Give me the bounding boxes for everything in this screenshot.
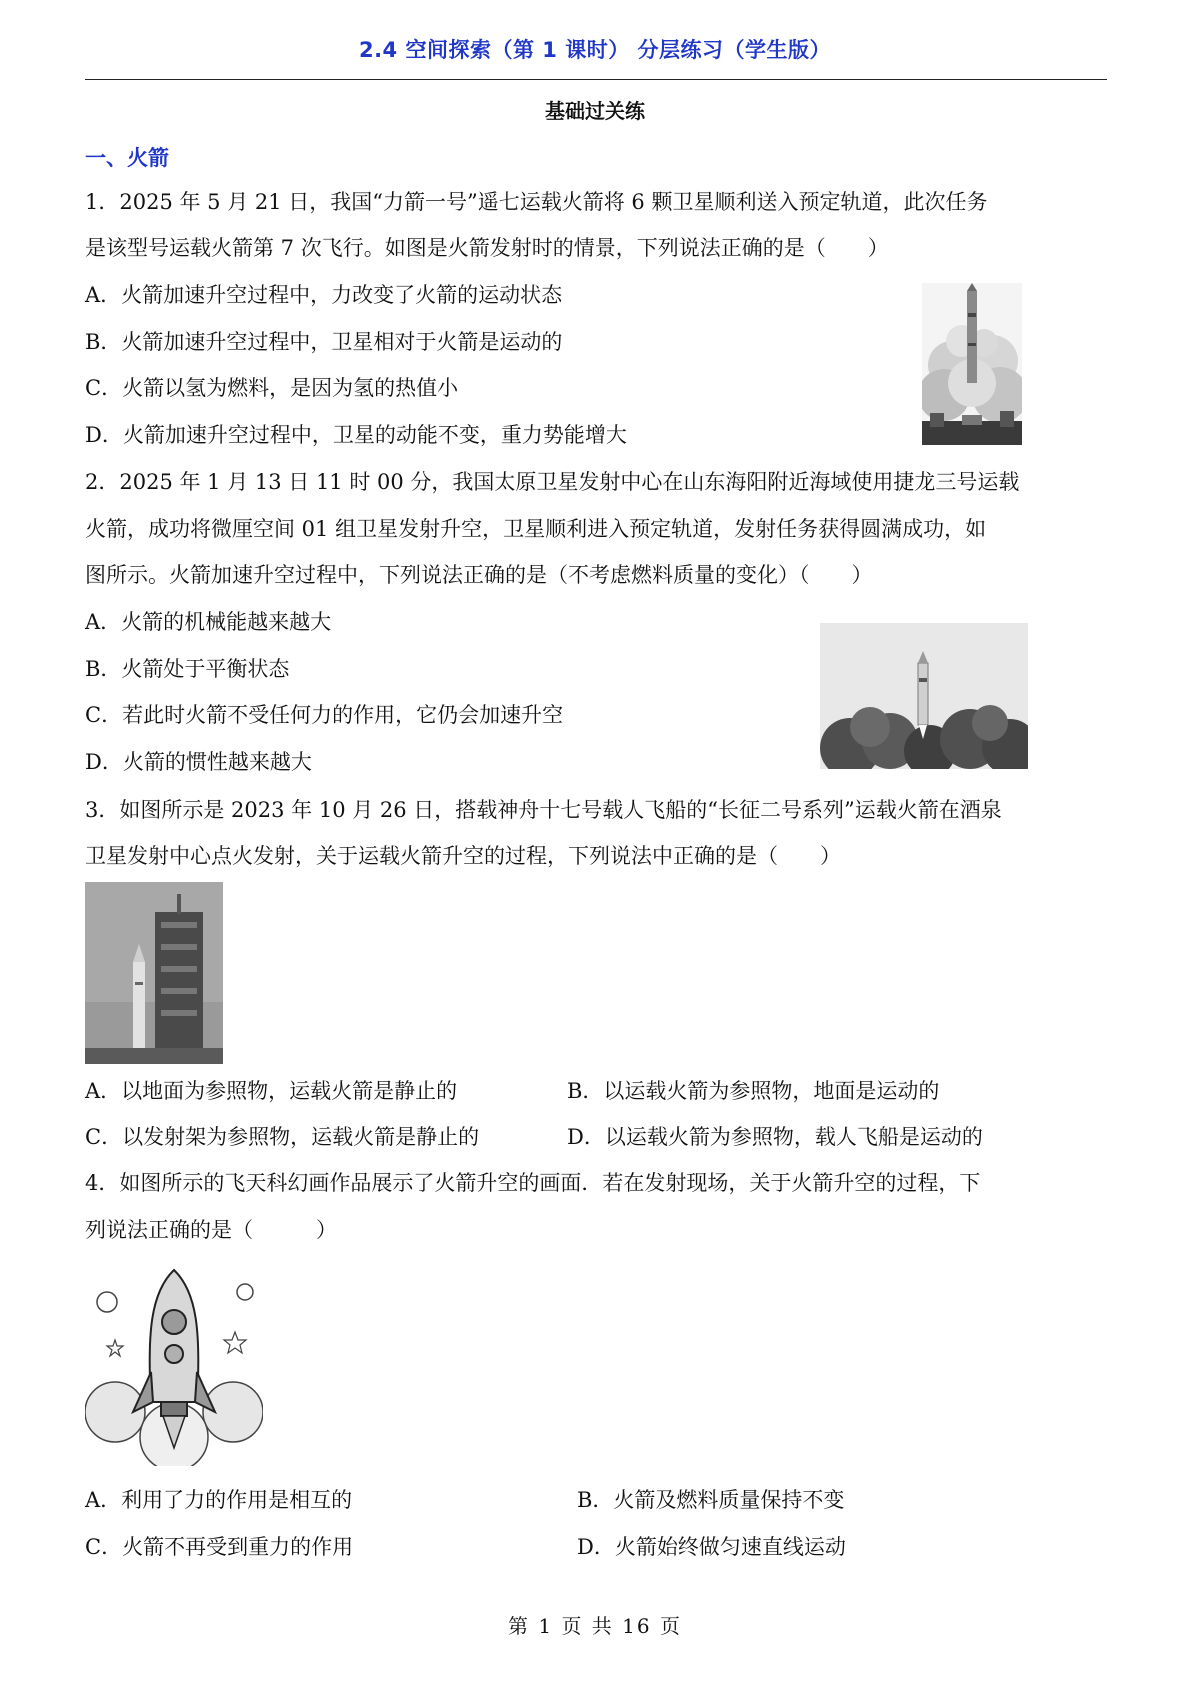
document-title: 2.4 空间探索（第 1 课时） 分层练习（学生版）: [358, 38, 832, 62]
q4-stem-line-1: 4．如图所示的飞天科幻画作品展示了火箭升空的画面．若在发射现场，关于火箭升空的过程，下: [85, 1171, 981, 1195]
rocket-launch-photo-1: [922, 283, 1022, 445]
rocket-launch-tower-photo: [85, 882, 223, 1064]
q1-option-d: D．火箭加速升空过程中，卫星的动能不变，重力势能增大: [85, 423, 627, 447]
q4-option-b: B．火箭及燃料质量保持不变: [577, 1488, 845, 1512]
q1-option-a: A．火箭加速升空过程中，力改变了火箭的运动状态: [85, 283, 563, 307]
q2-option-d: D．火箭的惯性越来越大: [85, 750, 312, 774]
part-title: 一、火箭: [85, 146, 169, 170]
q1-stem-line-2: 是该型号运载火箭第 7 次飞行。如图是火箭发射时的情景，下列说法正确的是（ ）: [85, 236, 889, 260]
q1-option-b: B．火箭加速升空过程中，卫星相对于火箭是运动的: [85, 330, 563, 354]
section-title: 基础过关练: [545, 99, 645, 123]
q2-option-b: B．火箭处于平衡状态: [85, 657, 290, 681]
rocket-launch-photo-2: [820, 623, 1028, 769]
q3-stem-line-2: 卫星发射中心点火发射，关于运载火箭升空的过程，下列说法中正确的是（ ）: [85, 844, 841, 868]
q2-option-c: C．若此时火箭不受任何力的作用，它仍会加速升空: [85, 703, 564, 727]
q3-stem-line-1: 3．如图所示是 2023 年 10 月 26 日，搭载神舟十七号载人飞船的“长征二号系列”运载火箭在酒泉: [85, 798, 1002, 822]
q4-stem-line-2: 列说法正确的是（ ）: [85, 1218, 337, 1242]
q1-option-c: C．火箭以氢为燃料，是因为氢的热值小: [85, 376, 459, 400]
q3-option-d: D．以运载火箭为参照物，载人飞船是运动的: [567, 1125, 983, 1149]
q1-stem-line-1: 1．2025 年 5 月 21 日，我国“力箭一号”遥七运载火箭将 6 颗卫星顺利送入预定轨道，此次任务: [85, 190, 988, 214]
q4-option-a: A．利用了力的作用是相互的: [85, 1488, 353, 1512]
q2-stem-line-3: 图所示。火箭加速升空过程中，下列说法正确的是（不考虑燃料质量的变化）（ ）: [85, 563, 873, 587]
q4-option-d: D．火箭始终做匀速直线运动: [577, 1535, 846, 1559]
q3-option-c: C．以发射架为参照物，运载火箭是静止的: [85, 1125, 480, 1149]
q2-stem-line-1: 2．2025 年 1 月 13 日 11 时 00 分，我国太原卫星发射中心在山东海阳附近海域使用捷龙三号运载: [85, 470, 1020, 494]
header-divider: [85, 79, 1107, 80]
page-footer: 第 1 页 共 16 页: [508, 1614, 682, 1638]
q2-stem-line-2: 火箭，成功将微厘空间 01 组卫星发射升空，卫星顺利进入预定轨道，发射任务获得圆满成功，如: [85, 517, 987, 541]
q3-option-b: B．以运载火箭为参照物，地面是运动的: [567, 1079, 940, 1103]
q2-option-a: A．火箭的机械能越来越大: [85, 610, 332, 634]
q3-option-a: A．以地面为参照物，运载火箭是静止的: [85, 1079, 458, 1103]
rocket-sci-fi-drawing: [85, 1262, 263, 1466]
q4-option-c: C．火箭不再受到重力的作用: [85, 1535, 354, 1559]
